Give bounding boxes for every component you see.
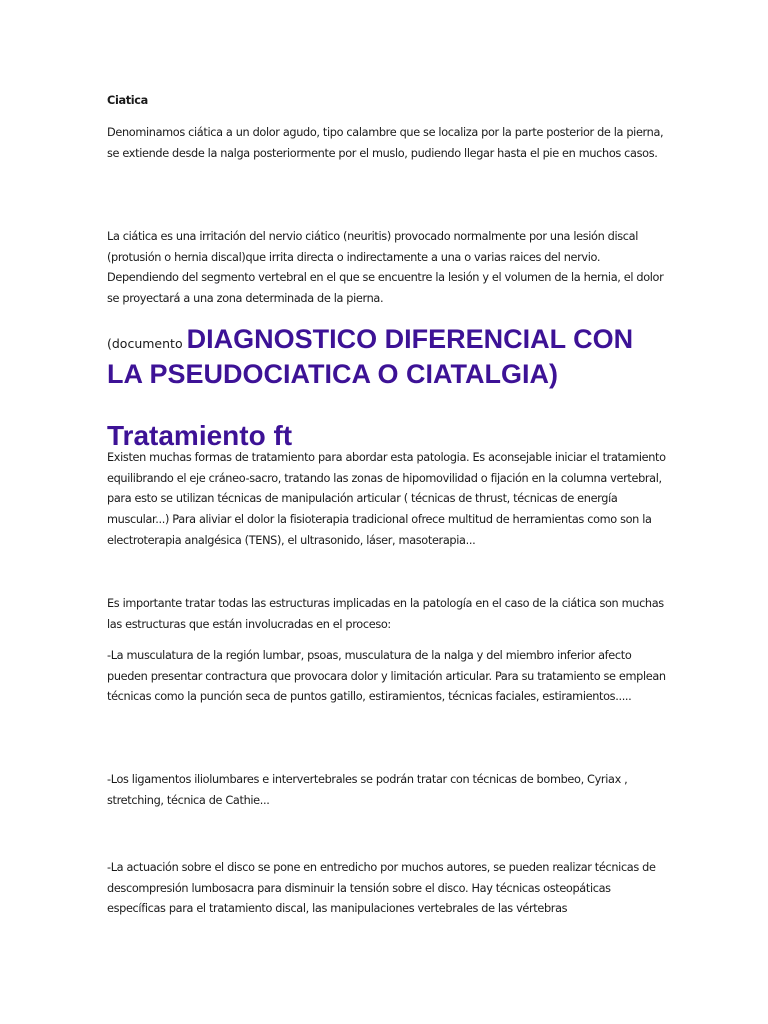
document-title: Ciatica [107, 94, 148, 107]
structures-paragraph: Es importante tratar todas las estructuras implicadas en la patología en el caso de la ciática son muchas las estructuras que están involucradas en el proceso: [107, 597, 664, 631]
treatment-paragraph: Existen muchas formas de tratamiento para abordar esta patologia. Es aconsejable iniciar el tratamiento equilibrando el eje cráneo-sacro, tratando las zonas de hipomovilidad o fijación en la columna vertebral, para esto se utilizan técnicas de manipulación articular ( técnicas de thrust, técnicas de energía muscular...) Para aliviar el dolor la fisioterapia tradicional ofrece multitud de herramientas como son la electroterapia analgésica (TENS), el ultrasonido, láser, masoterapia... [107, 451, 666, 547]
treatment-heading: Tratamiento ft [107, 420, 293, 451]
intro-paragraph: Denominamos ciática a un dolor agudo, tipo calambre que se localiza por la parte posterior de la pierna, se extiende desde la nalga posteriormente por el muslo, pudiendo llegar hasta el pie en muchos casos. [107, 126, 664, 160]
doc-reference-heading-block [107, 322, 667, 392]
definition-paragraph: La ciática es una irritación del nervio ciático (neuritis) provocado normalmente por una lesión discal (protusión o hernia discal)que irrita directa o indirectamente a una o varias raices del nervio. Dependiendo del segmento vertebral en el que se encuentre la lesión y el volumen de la hernia, el dolor se proyectará a una zona determinada de la pierna. [107, 230, 664, 306]
doc-reference-prefix: (documento [107, 336, 187, 351]
doc-reference-heading: DIAGNOSTICO DIFERENCIAL CON LA PSEUDOCIATICA O CIATALGIA) [107, 324, 634, 389]
ligaments-paragraph: -Los ligamentos iliolumbares e intervertebrales se podrán tratar con técnicas de bombeo, Cyriax , stretching, técnica de Cathie... [107, 773, 628, 807]
musculature-paragraph: -La musculatura de la región lumbar, psoas, musculatura de la nalga y del miembro inferior afecto pueden presentar contractura que provocara dolor y limitación articular. Para su tratamiento se emplean técnicas como la punción seca de puntos gatillo, estiramientos, técnicas faciales, estiramientos..... [107, 649, 666, 704]
disc-paragraph: -La actuación sobre el disco se pone en entredicho por muchos autores, se pueden realizar técnicas de descompresión lumbosacra para disminuir la tensión sobre el disco. Hay técnicas osteopáticas específicas para el tratamiento discal, las manipulaciones vertebrales de las vértebras [107, 861, 656, 916]
